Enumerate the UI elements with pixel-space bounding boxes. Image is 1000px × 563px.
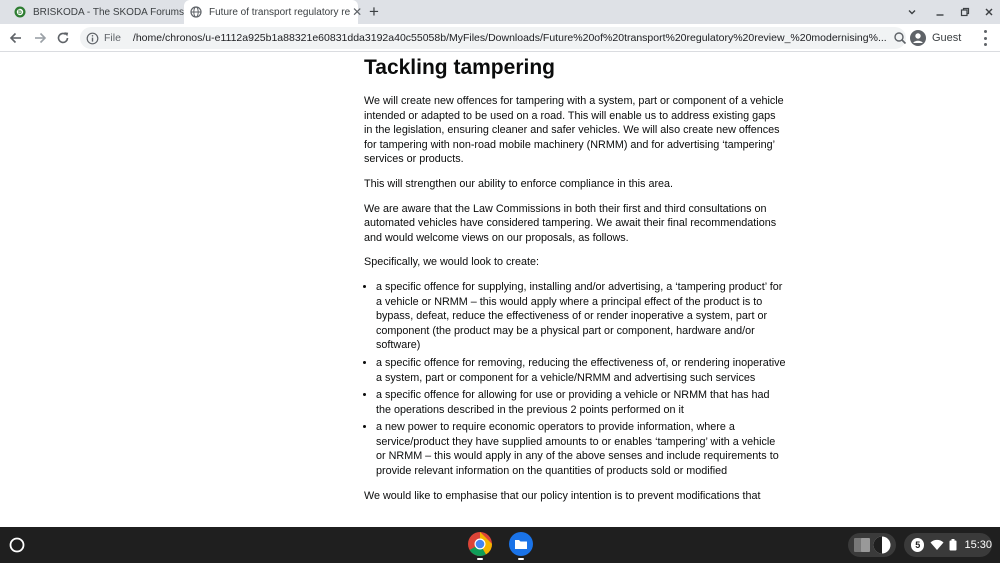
paragraph: We will create new offences for tampering with a system, part or component of a vehicle intended or adapted to be used on a road. This will enable us to address existing gaps in the legislation, ensuring cleaner and safer vehicles. We will also create new offences for tampering with non-road mobile machinery (NRMM) and for advertising ‘tampering’ services or products. bbox=[364, 95, 784, 166]
svg-text:b: b bbox=[18, 10, 22, 17]
info-icon[interactable] bbox=[86, 32, 99, 45]
running-indicator bbox=[518, 558, 524, 560]
clock-time: 15:30 bbox=[964, 539, 992, 551]
wifi-icon bbox=[930, 538, 944, 552]
kebab-menu-icon[interactable] bbox=[978, 30, 992, 46]
new-tab-button[interactable]: + bbox=[369, 2, 379, 21]
list-item: • a specific offence for supplying, installing and/or advertising, a ‘tampering product’ for a vehicle or NRMM – this would apply where a principal effect of the product is to bypass, defeat, reduce the effectiveness of or render inoperative a system, part or component (the product may be a physical part or component, hardware and/or software) bbox=[376, 280, 786, 353]
avatar-icon bbox=[910, 30, 926, 46]
list-item: • a specific offence for removing, reducing the effectiveness of, or rendering inoperative a system, part or component for a vehicle/NRMM and advertising such services bbox=[376, 356, 786, 385]
tab-search-icon[interactable] bbox=[903, 3, 921, 21]
globe-icon bbox=[190, 6, 202, 18]
tab-future-of-transport[interactable] bbox=[184, 0, 363, 24]
url-text[interactable]: /home/chronos/u-e1112a925b1a88321e60831dda3192a40c55058b/MyFiles/Downloads/Future%20of%20transport%20regulatory%20review_%20modernising%... bbox=[132, 32, 887, 44]
reload-button[interactable] bbox=[53, 28, 73, 48]
browser-toolbar bbox=[0, 24, 1000, 52]
back-arrow-icon bbox=[9, 31, 23, 45]
running-indicator bbox=[477, 558, 483, 560]
chrome-icon[interactable] bbox=[467, 531, 493, 557]
close-tab-icon[interactable]: ✕ bbox=[352, 5, 363, 19]
minimize-icon[interactable] bbox=[931, 3, 949, 21]
list-item: • a new power to require economic operators to provide information, where a service/product they have supplied amounts to or enables ‘tampering’ with a vehicle or NRMM – this would apply in any of the above senses and include requirements to provide relevant information on the quantities of products sold or modified bbox=[376, 420, 786, 478]
article bbox=[364, 52, 786, 513]
list-item: • a specific offence for allowing for use or providing a vehicle or NRMM that has had the operations described in the previous 2 points performed on it bbox=[376, 388, 786, 417]
zoom-icon[interactable] bbox=[893, 31, 907, 45]
url-scheme-label: File bbox=[104, 32, 121, 44]
close-window-icon[interactable] bbox=[980, 3, 998, 21]
briskoda-favicon-icon bbox=[14, 6, 26, 18]
paragraph: Specifically, we would look to create: bbox=[364, 256, 540, 269]
paragraph: This will strengthen our ability to enforce compliance in this area. bbox=[364, 177, 674, 190]
bullet-list bbox=[364, 280, 786, 479]
battery-icon bbox=[949, 539, 957, 551]
guest-profile-button[interactable] bbox=[910, 27, 970, 49]
back-button[interactable] bbox=[6, 28, 26, 48]
paragraph: We are aware that the Law Commissions in both their first and third consultations on automated vehicles have considered tampering. We await their final recommendations and would welcome views on our proposals, as follows. bbox=[364, 202, 777, 244]
launcher-icon[interactable] bbox=[8, 536, 26, 554]
paragraph: We would like to emphasise that our policy intention is to prevent modifications that bbox=[364, 489, 761, 502]
holding-space-tray[interactable] bbox=[848, 533, 896, 557]
forward-arrow-icon bbox=[33, 31, 47, 45]
address-bar[interactable] bbox=[80, 27, 906, 49]
page-title: Tackling tampering bbox=[364, 56, 555, 79]
profile-label: Guest bbox=[932, 32, 962, 44]
tab-title: Future of transport regulatory re bbox=[209, 6, 351, 18]
page-content bbox=[0, 52, 1000, 527]
files-icon[interactable] bbox=[508, 531, 534, 557]
notification-badge[interactable]: 5 bbox=[911, 538, 924, 552]
tab-title: BRISKODA - The SKODA Forums bbox=[33, 6, 184, 18]
status-tray[interactable] bbox=[904, 533, 992, 557]
restore-icon[interactable] bbox=[956, 3, 974, 21]
system-shelf bbox=[0, 527, 1000, 563]
tab-briskoda[interactable] bbox=[8, 0, 184, 24]
reload-icon bbox=[56, 31, 70, 45]
forward-button[interactable] bbox=[30, 28, 50, 48]
tab-strip bbox=[0, 0, 1000, 24]
